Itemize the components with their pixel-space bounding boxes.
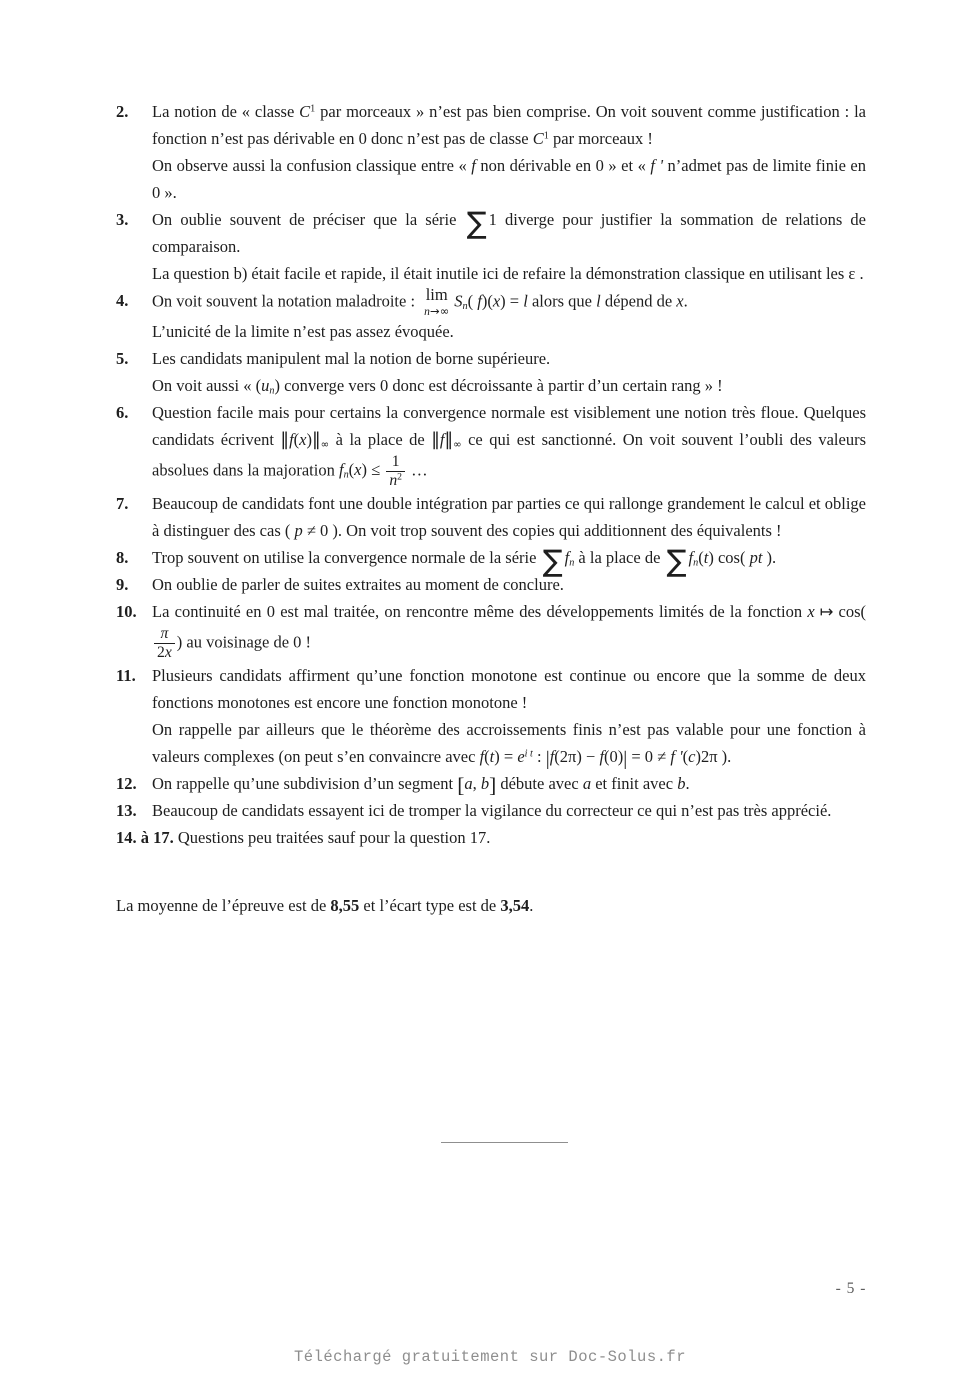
text: (2π) −	[554, 747, 600, 767]
item-number: 13.	[116, 801, 137, 821]
norm-bars: ‖	[280, 430, 290, 451]
text: ) =	[494, 747, 518, 767]
text: non dérivable en 0 » et «	[475, 156, 651, 175]
abs-bar: |	[623, 747, 628, 770]
text: .	[855, 264, 864, 283]
paragraph	[152, 98, 866, 152]
text: cos(	[838, 602, 866, 622]
norm-bars: ‖	[431, 430, 440, 451]
var: pt	[749, 548, 763, 568]
var: f	[564, 548, 570, 568]
paragraph	[152, 662, 866, 716]
text: 1	[488, 210, 497, 229]
left-bracket: [	[457, 772, 465, 797]
text: (	[682, 747, 689, 767]
math-majoration	[338, 453, 407, 490]
text: On oublie de parler de suites extraites au moment de conclure.	[152, 575, 564, 595]
item-number: 8.	[116, 548, 129, 568]
text: ≠ 0 ). On voit trop souvent des copies qui additionnent des équivalents !	[302, 521, 782, 541]
var: f '	[670, 747, 683, 767]
math-norm-fx	[280, 430, 329, 449]
var: f	[471, 156, 476, 175]
text: (	[484, 747, 490, 767]
text: L’unicité de la limite n’est pas assez évoquée.	[152, 322, 454, 342]
text: On rappelle qu’une subdivision d’un segment	[152, 774, 458, 794]
right-bracket: ]	[489, 772, 497, 797]
paragraph	[152, 770, 866, 797]
text: = 0 ≠	[627, 747, 671, 767]
text: On oublie souvent de préciser que la série	[152, 210, 465, 229]
text: .	[529, 896, 534, 916]
var: f	[338, 460, 344, 480]
item-number: 5.	[116, 349, 129, 369]
var: t	[489, 747, 495, 767]
jury-report-remarks	[116, 98, 866, 919]
item-body	[152, 206, 866, 287]
text: On voit souvent la notation maladroite :	[152, 291, 420, 311]
text: )2π ).	[695, 747, 732, 767]
text: et l’écart type est de	[359, 896, 501, 916]
item-number: 6.	[116, 403, 129, 423]
section-divider	[441, 1142, 568, 1143]
item-body	[152, 770, 866, 797]
infinity-sub: ∞	[320, 439, 330, 451]
arrow-infinity: →∞	[429, 303, 450, 318]
sup: 1	[543, 130, 549, 142]
text: (	[348, 460, 355, 480]
text: La question b) était facile et rapide, il était inutile ici de refaire la démonstration classique en utilisant les	[152, 264, 849, 283]
item-number: 12.	[116, 774, 137, 794]
var: a	[464, 774, 473, 794]
fraction-numerator: π	[160, 625, 169, 643]
text: )(	[481, 291, 493, 311]
text: :	[532, 747, 542, 767]
var: x	[492, 291, 501, 311]
paragraph	[152, 544, 866, 580]
paragraph	[152, 206, 866, 260]
text: (	[698, 548, 704, 568]
epsilon-symbol: ε	[848, 264, 856, 283]
text: La notion de « classe	[152, 102, 300, 121]
sub: n	[693, 557, 699, 569]
var: f	[599, 747, 605, 767]
item-number: 10.	[116, 602, 137, 622]
paragraph	[152, 598, 866, 662]
text: .	[685, 774, 690, 794]
item-body	[152, 399, 866, 490]
math-class-c1	[533, 129, 549, 148]
text: ) au voisinage de 0 !	[176, 632, 312, 652]
var: x	[354, 460, 362, 480]
remark-item-6	[116, 399, 866, 490]
remark-item-3	[116, 206, 866, 287]
remark-item-12	[116, 770, 866, 797]
item-number: 3.	[116, 210, 129, 229]
text: (0)	[604, 747, 624, 767]
item-number: 2.	[116, 102, 129, 121]
text: Les candidats manipulent mal la notion de borne supérieure.	[152, 349, 551, 369]
item-body	[152, 544, 866, 580]
var: f	[549, 747, 555, 767]
abs-bar: |	[545, 747, 550, 770]
text: Beaucoup de candidats font une double intégration par parties ce qui rallonge grandement le calcul et oblige à distinguer des cas (	[152, 494, 866, 541]
item-body	[152, 345, 866, 399]
var: S	[454, 291, 463, 311]
var: f	[477, 291, 482, 311]
paragraph	[152, 287, 866, 318]
text: Question facile mais pour certains la convergence normale est visiblement une notion très floue. Quelques candidats écrivent	[152, 403, 866, 450]
var: f	[289, 430, 294, 450]
math-class-c1	[299, 102, 315, 121]
math-segment	[457, 772, 497, 797]
item-number: 9.	[116, 575, 129, 595]
var: t	[703, 548, 709, 568]
var: b	[480, 774, 490, 794]
var: C	[299, 102, 311, 121]
text: à la place de	[574, 548, 665, 568]
text: ,	[472, 774, 481, 794]
text: ).	[762, 548, 777, 568]
var: x	[676, 291, 684, 311]
sigma-sum-symbol: ∑	[542, 544, 563, 580]
remark-item-9	[116, 571, 866, 598]
text: alors que	[527, 291, 597, 311]
remark-item-14-17	[116, 824, 866, 851]
remark-item-5	[116, 345, 866, 399]
item-number: 4.	[116, 291, 129, 310]
text: débute avec	[496, 774, 583, 794]
text: à la place de	[329, 430, 432, 450]
mean-value: 8,55	[330, 896, 360, 916]
var: l	[596, 291, 601, 311]
item-body	[152, 571, 866, 598]
paragraph	[152, 345, 866, 372]
lim-word: lim	[425, 285, 448, 304]
paragraph	[152, 260, 866, 287]
text: On voit aussi « (	[152, 376, 262, 396]
fraction-1-over-n2	[386, 453, 405, 490]
sub: n	[269, 385, 275, 397]
item-body	[152, 490, 866, 544]
item-range-label: 14. à 17.	[116, 828, 174, 848]
text: )	[306, 430, 312, 450]
var: f	[479, 747, 485, 767]
var: u	[261, 376, 270, 396]
text: Plusieurs candidats affirment qu’une fonction monotone est continue ou encore que la somme de deux fonctions monotones est encore une fonction monotone !	[152, 666, 866, 713]
sub: n	[462, 300, 468, 312]
mapsto-arrow: ↦	[819, 602, 834, 622]
fraction-numerator: 1	[391, 453, 400, 471]
paragraph	[152, 490, 866, 544]
math-limit	[424, 287, 449, 318]
text: …	[407, 460, 428, 480]
var: x	[807, 602, 815, 622]
remark-item-11	[116, 662, 866, 770]
var: p	[294, 521, 303, 541]
item-number: 7.	[116, 494, 129, 514]
text: .	[683, 291, 688, 311]
text: par morceaux » n’est pas bien comprise. On voit souvent comme justification : la fonction n’est pas dérivable en 0 donc n’est pas de classe	[152, 102, 866, 148]
var: f	[688, 548, 694, 568]
text: (	[293, 430, 300, 450]
paragraph	[152, 318, 866, 345]
text: par morceaux !	[548, 129, 653, 148]
item-body	[152, 662, 866, 770]
download-watermark: Téléchargé gratuitement sur Doc-Solus.fr	[293, 1348, 687, 1366]
text: et finit avec	[591, 774, 678, 794]
remark-item-10	[116, 598, 866, 662]
text: Beaucoup de candidats essayent ici de tromper la vigilance du correcteur ce qui n’est pas très apprécié.	[152, 801, 832, 821]
sub: n	[569, 557, 575, 569]
paragraph	[152, 152, 866, 206]
paragraph	[152, 372, 866, 399]
text: ) converge vers 0 donc est décroissante à partir d’un certain rang » !	[274, 376, 723, 396]
item-body	[152, 98, 866, 206]
norm-bars: ‖	[444, 430, 454, 451]
var: e	[517, 747, 525, 767]
text: Trop souvent on utilise la convergence normale de la série	[152, 548, 541, 568]
var: f '	[650, 156, 663, 175]
var: C	[532, 129, 544, 148]
page-number: - 5 -	[835, 1280, 867, 1297]
item-number: 11.	[116, 666, 136, 686]
sub: n	[343, 469, 349, 481]
lim-under	[424, 303, 450, 319]
text: ) =	[500, 291, 524, 311]
item-body	[152, 598, 866, 662]
var: f	[439, 430, 445, 450]
remark-item-4	[116, 287, 866, 345]
text: ce qui est sanctionné. On voit souvent l’oubli des valeurs absolues dans la majoration	[152, 430, 866, 480]
var: c	[688, 747, 696, 767]
var: x	[299, 430, 307, 450]
remark-item-7	[116, 490, 866, 544]
text: (	[467, 291, 478, 311]
text: ) ≤	[361, 460, 385, 480]
sigma-sum-symbol: ∑	[666, 544, 687, 580]
var: a	[582, 774, 592, 794]
text: La moyenne de l’épreuve est de	[116, 896, 331, 916]
paragraph	[152, 716, 866, 770]
var: l	[523, 291, 528, 311]
sigma-sum-symbol: ∑	[466, 206, 487, 242]
text: diverge pour justifier la sommation de relations de comparaison.	[152, 210, 866, 256]
text: On rappelle par ailleurs que le théorème des accroissements finis n’est pas valable pour une fonction à valeurs complexes (on peut s’en convaincre avec	[152, 720, 866, 767]
item-body	[152, 797, 866, 824]
fraction-pi-over-2x	[154, 625, 175, 662]
var: n	[424, 305, 430, 318]
norm-bars: ‖	[312, 430, 321, 451]
infinity-sub: ∞	[453, 439, 462, 451]
text: dépend de	[600, 291, 677, 311]
paragraph	[152, 399, 866, 490]
text: Questions peu traitées sauf pour la question 17.	[173, 828, 491, 848]
fraction-denominator: 2x	[154, 643, 175, 662]
var: b	[677, 774, 686, 794]
paragraph	[152, 797, 866, 824]
text: n’admet pas de limite finie en 0 ».	[152, 156, 866, 202]
item-body	[152, 287, 866, 345]
sup: 1	[310, 103, 316, 115]
remark-item-2	[116, 98, 866, 206]
fraction-denominator: $n^2$	[386, 471, 405, 490]
remark-item-13	[116, 797, 866, 824]
stddev-value: 3,54	[500, 896, 530, 916]
exam-statistics	[116, 892, 866, 919]
remark-item-8	[116, 544, 866, 580]
text: ) cos(	[708, 548, 750, 568]
text: On observe aussi la confusion classique entre «	[152, 156, 472, 175]
paragraph	[152, 571, 866, 598]
sup: i t	[524, 748, 533, 760]
math-norm-f	[431, 430, 461, 449]
text: La continuité en 0 est mal traitée, on rencontre même des développements limités de la fonction	[152, 602, 808, 622]
